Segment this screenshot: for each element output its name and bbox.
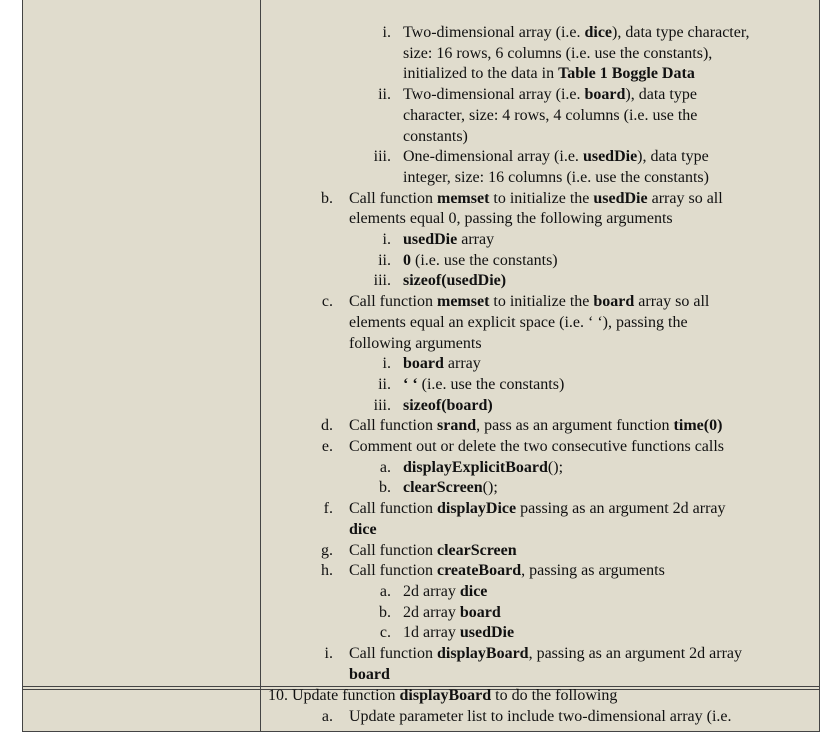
text-run: Call function (349, 417, 437, 435)
list-item-text (349, 292, 709, 313)
text-run: Two-dimensional array (i.e. (403, 24, 585, 41)
text-run: Two-dimensional array (i.e. (403, 86, 585, 104)
list-marker: i. (382, 355, 391, 373)
bold-term: usedDie (403, 231, 458, 248)
list-item-text (349, 209, 673, 230)
list-item-text (349, 313, 688, 334)
list-item-text (403, 582, 487, 603)
list-item-text (349, 665, 390, 686)
list-marker: i. (382, 24, 391, 41)
list-item-text (349, 520, 377, 541)
text-run: One-dimensional array (i.e. (403, 148, 583, 166)
list-marker: c. (379, 624, 391, 642)
list-marker: f. (323, 500, 333, 518)
list-item-text (403, 23, 750, 44)
list-marker: g. (321, 541, 333, 559)
list-marker: b. (321, 189, 333, 207)
text-run: ), data type (637, 148, 709, 166)
list-item-text (349, 416, 722, 437)
bold-term: createBoard (436, 562, 522, 580)
list-item-text (349, 541, 517, 562)
list-item-text (403, 44, 712, 65)
text-run: to initialize the (489, 189, 594, 207)
text-run: Update parameter list to include two-dimensional array (i.e. (349, 707, 732, 725)
list-marker: h. (321, 562, 333, 580)
bold-term: srand (436, 417, 477, 435)
text-run: array (443, 355, 481, 373)
bold-term: board (349, 665, 390, 683)
list-item-text (349, 644, 742, 665)
list-marker: b. (379, 603, 391, 621)
bold-term: ‘ ‘ (403, 375, 418, 393)
bold-term: memset (436, 189, 490, 207)
list-item-text (403, 271, 506, 292)
bold-term: usedDie (582, 148, 638, 166)
bold-term: board (593, 293, 635, 311)
text-run: 1d array (403, 624, 460, 642)
text-run: (); (547, 458, 564, 476)
bold-term: Table 1 Boggle Data (558, 65, 695, 83)
list-item-text (349, 561, 665, 582)
list-item-text (403, 603, 501, 624)
list-item-text (349, 437, 724, 458)
list-item-text (403, 64, 695, 85)
text-run: ), data type (625, 86, 697, 104)
text-run: Call function (349, 500, 437, 518)
text-run: character, size: 4 rows, 4 columns (i.e. use the (403, 106, 698, 124)
text-run: following arguments (349, 334, 482, 352)
list-item-text (403, 147, 709, 168)
list-item-text (403, 168, 709, 189)
text-run: array (457, 231, 495, 248)
text-run: (); (482, 479, 498, 497)
text-run: elements equal an explicit space (i.e. ‘ ‘), passing the (349, 313, 688, 331)
list-item-text (403, 85, 697, 106)
text-run: , passing as arguments (521, 562, 665, 580)
list-marker: i. (324, 645, 333, 662)
text-run: array so all (647, 189, 723, 207)
table-column-divider (260, 0, 261, 732)
text-run: Call function (349, 189, 437, 207)
list-item-text (403, 127, 468, 148)
list-marker: e. (321, 438, 333, 455)
list-item-text (349, 334, 482, 355)
bold-term: board (584, 86, 626, 104)
list-marker: ii. (378, 251, 391, 269)
text-run: (i.e. use the constants) (417, 375, 565, 393)
text-run: Call function (349, 562, 437, 580)
list-item-text (268, 686, 617, 707)
bold-term: clearScreen (436, 541, 517, 559)
bold-term: usedDie (459, 624, 515, 642)
bold-term: dice (349, 520, 377, 538)
list-item-text (403, 106, 697, 127)
list-marker: b. (379, 479, 391, 497)
list-marker: d. (321, 417, 333, 435)
list-marker: c. (321, 293, 333, 311)
text-run: Call function (349, 293, 437, 311)
text-run: to initialize the (489, 293, 594, 311)
text-run: constants) (403, 127, 468, 145)
list-item-text (403, 623, 514, 644)
text-run: (i.e. use the constants) (411, 251, 558, 269)
list-marker: iii. (373, 148, 391, 166)
list-marker: ii. (378, 86, 391, 104)
text-run: Comment out or delete the two consecutive functions calls (349, 438, 725, 455)
bold-term: time(0) (673, 417, 723, 435)
text-run: initialized to the data in (403, 65, 559, 83)
bold-term: clearScreen (403, 479, 483, 497)
list-marker: ii. (378, 375, 391, 393)
bold-term: sizeof(board) (403, 396, 493, 414)
bold-term: memset (436, 293, 490, 311)
bold-term: board (459, 603, 501, 621)
text-run: integer, size: 16 columns (i.e. use the constants) (403, 168, 709, 186)
list-item-text (349, 499, 726, 520)
text-run: Call function (349, 541, 437, 559)
text-run: size: 16 rows, 6 columns (i.e. use the constants), (403, 44, 713, 62)
list-item-text (403, 478, 498, 499)
text-run: array so all (634, 293, 710, 311)
bold-term: 0 (403, 251, 411, 269)
text-run: to do the following (491, 687, 618, 704)
list-item-text (403, 354, 481, 375)
list-marker: i. (382, 231, 391, 248)
bold-term: board (403, 355, 444, 373)
text-run: ), data type character, (612, 24, 750, 41)
text-run: passing as an argument 2d array (516, 500, 726, 518)
list-marker: a. (379, 458, 391, 476)
list-item-text (403, 230, 494, 251)
bold-term: usedDie (593, 189, 648, 207)
text-run: 2d array (403, 582, 460, 600)
text-run: 2d array (403, 603, 460, 621)
text-run: elements equal 0, passing the following arguments (349, 210, 673, 228)
bold-term: displayExplicitBoard (403, 458, 548, 476)
list-marker: iii. (373, 396, 391, 414)
list-marker: a. (379, 582, 391, 600)
bold-term: dice (584, 24, 613, 41)
text-run: , passing as an argument 2d array (528, 645, 742, 662)
list-item-text (349, 707, 732, 728)
bold-term: sizeof(usedDie) (403, 272, 507, 290)
list-item-text (403, 458, 563, 479)
text-run: Call function (349, 645, 437, 662)
text-run: 10. Update function (268, 687, 400, 704)
list-item-text (349, 189, 723, 210)
text-run: , pass as an argument function (476, 417, 674, 435)
list-item-text (403, 396, 493, 417)
bold-term: displayBoard (436, 645, 529, 662)
list-marker: iii. (373, 272, 391, 290)
bold-term: dice (459, 582, 488, 600)
list-marker: a. (321, 707, 333, 725)
list-item-text (403, 251, 558, 272)
bold-term: displayBoard (399, 687, 492, 704)
bold-term: displayDice (436, 500, 517, 518)
list-item-text (403, 375, 564, 396)
